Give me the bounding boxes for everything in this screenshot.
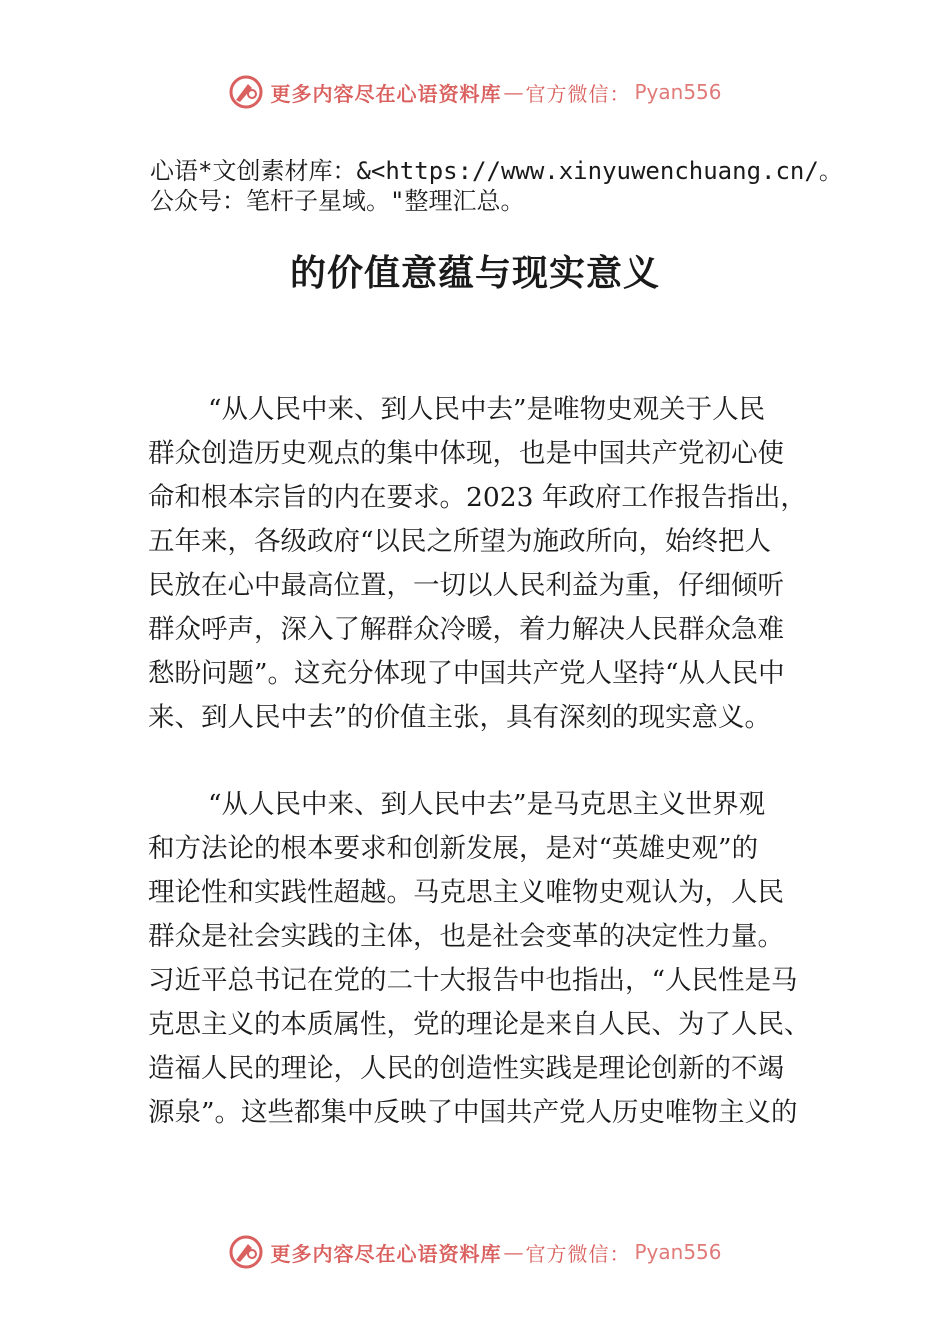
paragraph-line: 群众创造历史观点的集中体现，也是中国共产党初心使	[148, 438, 784, 469]
paragraph-2	[148, 783, 816, 1135]
banner-separator: —	[503, 80, 524, 104]
source-line-website: 心语*文创素材库：&<https://www.xinyuwenchuang.cn/。	[150, 157, 843, 185]
paragraph-line: 命和根本宗旨的内在要求。2023 年政府工作报告指出，	[148, 482, 807, 513]
banner-wechat-label: 官方微信：	[525, 81, 631, 106]
footer-banner	[0, 1230, 950, 1274]
paragraph-line: “从人民中来、到人民中去”是马克思主义世界观	[208, 789, 766, 820]
paragraph-line: 造福人民的理论，人民的创造性实践是理论创新的不竭	[148, 1053, 784, 1084]
paragraph-line: 群众呼声，深入了解群众冷暖，着力解决人民群众急难	[148, 614, 784, 645]
paragraph-line: 习近平总书记在党的二十大报告中也指出，“人民性是马	[148, 965, 798, 996]
paragraph-line: 理论性和实践性超越。马克思主义唯物史观认为，人民	[148, 877, 784, 908]
banner-separator: —	[503, 1240, 524, 1264]
paragraph-line: 民放在心中最高位置，一切以人民利益为重，仔细倾听	[148, 570, 784, 601]
banner-wechat-label: 官方微信：	[525, 1241, 631, 1266]
source-notice	[150, 156, 940, 216]
paragraph-line: 来、到人民中去”的价值主张，具有深刻的现实意义。	[148, 702, 772, 733]
header-banner	[0, 70, 950, 114]
paragraph-line: 克思主义的本质属性，党的理论是来自人民、为了人民、	[148, 1009, 811, 1040]
document-title: 的价值意蕴与现实意义	[289, 252, 660, 294]
paragraph-line: 和方法论的根本要求和创新发展，是对“英雄史观”的	[148, 833, 759, 864]
paragraph-line: 愁盼问题”。这充分体现了中国共产党人坚持“从人民中	[148, 658, 785, 689]
banner-wechat-id: Pyan556	[634, 1240, 722, 1264]
brand-logo-icon	[228, 74, 264, 110]
paragraph-1	[148, 388, 816, 740]
paragraph-line: “从人民中来、到人民中去”是唯物史观关于人民	[208, 394, 766, 425]
banner-text: 更多内容尽在心语资料库	[270, 1241, 502, 1266]
paragraph-line: 五年来，各级政府“以民之所望为施政所向，始终把人	[148, 526, 772, 557]
banner-wechat-id: Pyan556	[634, 80, 722, 104]
banner-text: 更多内容尽在心语资料库	[270, 81, 502, 106]
brand-logo-icon	[228, 1234, 264, 1270]
source-line-account: 公众号：笔杆子星域。"整理汇总。	[150, 187, 525, 215]
paragraph-line: 群众是社会实践的主体，也是社会变革的决定性力量。	[148, 921, 784, 952]
paragraph-line: 源泉”。这些都集中反映了中国共产党人历史唯物主义的	[148, 1097, 798, 1128]
